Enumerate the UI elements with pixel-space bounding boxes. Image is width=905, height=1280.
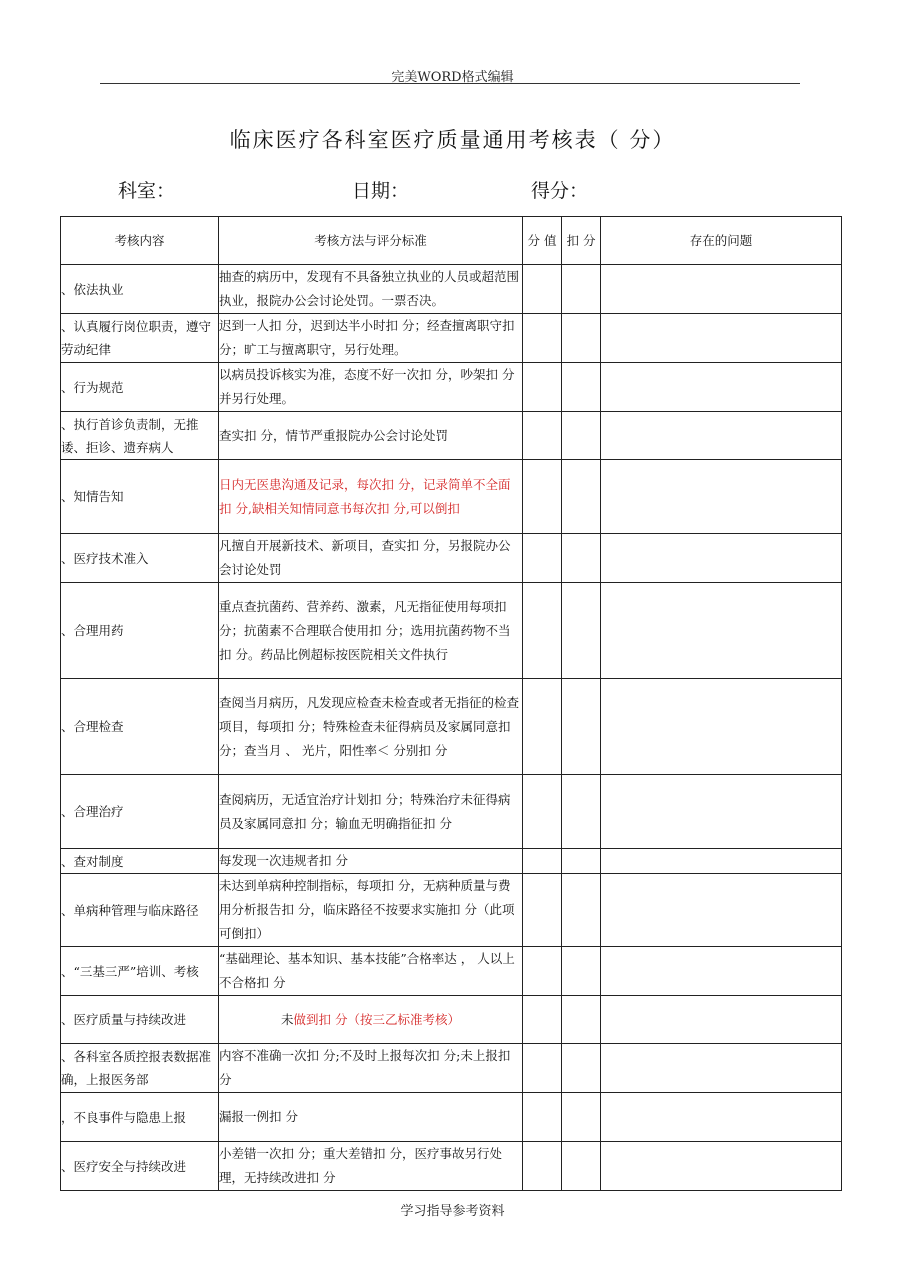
- deduct-cell[interactable]: [562, 947, 601, 996]
- problems-cell[interactable]: [601, 534, 842, 583]
- score-cell[interactable]: [523, 679, 562, 775]
- problems-cell[interactable]: [601, 265, 842, 314]
- row-method: 未达到单病种控制指标，每项扣 分，无病种质量与费用分析报告扣 分，临床路径不按要求实施扣 分（此项可倒扣）: [219, 874, 523, 947]
- score-cell[interactable]: [523, 1093, 562, 1142]
- deduct-cell[interactable]: [562, 412, 601, 460]
- header-deduct: 扣 分: [562, 217, 601, 265]
- row-item: 、合理检查: [61, 679, 219, 775]
- row-item: 、单病种管理与临床路径: [61, 874, 219, 947]
- score-cell[interactable]: [523, 996, 562, 1044]
- table-row: [61, 775, 842, 849]
- row-item: 、“三基三严”培训、考核: [61, 947, 219, 996]
- table-row: [61, 996, 842, 1044]
- method-prefix: 未: [281, 1011, 294, 1027]
- table-row: [61, 1093, 842, 1142]
- row-item: 、医疗质量与持续改进: [61, 996, 219, 1044]
- deduct-cell[interactable]: [562, 363, 601, 412]
- problems-cell[interactable]: [601, 849, 842, 874]
- problems-cell[interactable]: [601, 1142, 842, 1191]
- problems-cell[interactable]: [601, 679, 842, 775]
- page-footer: 学习指导参考资料: [400, 1204, 505, 1219]
- deduct-cell[interactable]: [562, 534, 601, 583]
- table-row: [61, 265, 842, 314]
- score-cell[interactable]: [523, 775, 562, 849]
- form-title: 临床医疗各科室医疗质量通用考核表（ 分）: [229, 128, 676, 152]
- problems-cell[interactable]: [601, 775, 842, 849]
- row-method: 日内无医患沟通及记录，每次扣 分，记录简单不全面扣 分,缺相关知情同意书每次扣 分,可以倒扣: [219, 460, 523, 534]
- problems-cell[interactable]: [601, 460, 842, 534]
- row-item: 、依法执业: [61, 265, 219, 314]
- table-row: [61, 412, 842, 460]
- row-method: [219, 996, 523, 1044]
- assessment-table: [60, 216, 842, 1191]
- score-cell[interactable]: [523, 314, 562, 363]
- row-item: 、执行首诊负责制，无推诿、拒诊、遗弃病人: [61, 412, 219, 460]
- problems-cell[interactable]: [601, 314, 842, 363]
- deduct-cell[interactable]: [562, 1093, 601, 1142]
- table-row: [61, 534, 842, 583]
- table-row: [61, 947, 842, 996]
- table-row: [61, 314, 842, 363]
- row-method: 查阅病历，无适宜治疗计划扣 分；特殊治疗未征得病员及家属同意扣 分；输血无明确指征扣 分: [219, 775, 523, 849]
- row-method: 查阅当月病历，凡发现应检查未检查或者无指征的检查项目，每项扣 分；特殊检查未征得病员及家属同意扣 分；查当月 、 光片，阳性率＜ 分别扣 分: [219, 679, 523, 775]
- deduct-cell[interactable]: [562, 996, 601, 1044]
- header-content: 考核内容: [61, 217, 219, 265]
- problems-cell[interactable]: [601, 1093, 842, 1142]
- row-method: “基础理论、基本知识、基本技能”合格率达 ， 人以上不合格扣 分: [219, 947, 523, 996]
- table-row: [61, 363, 842, 412]
- deduct-cell[interactable]: [562, 775, 601, 849]
- score-cell[interactable]: [523, 265, 562, 314]
- row-item: 、合理用药: [61, 583, 219, 679]
- score-cell[interactable]: [523, 1044, 562, 1093]
- row-item: 、行为规范: [61, 363, 219, 412]
- problems-cell[interactable]: [601, 996, 842, 1044]
- score-cell[interactable]: [523, 849, 562, 874]
- problems-cell[interactable]: [601, 363, 842, 412]
- table-row: [61, 460, 842, 534]
- row-method: 查实扣 分，情节严重报院办公会讨论处罚: [219, 412, 523, 460]
- deduct-cell[interactable]: [562, 1142, 601, 1191]
- score-cell[interactable]: [523, 534, 562, 583]
- row-item: 、查对制度: [61, 849, 219, 874]
- row-method: 迟到一人扣 分，迟到达半小时扣 分；经查擅离职守扣 分；旷工与擅离职守，另行处理。: [219, 314, 523, 363]
- row-method: 重点查抗菌药、营养药、激素，凡无指征使用每项扣 分；抗菌素不合理联合使用扣 分；选用抗菌药物不当扣 分。药品比例超标按医院相关文件执行: [219, 583, 523, 679]
- row-method: 凡擅自开展新技术、新项目，查实扣 分，另报院办公会讨论处罚: [219, 534, 523, 583]
- row-method: 内容不准确一次扣 分;不及时上报每次扣 分;未上报扣 分: [219, 1044, 523, 1093]
- row-item: 、认真履行岗位职责，遵守劳动纪律: [61, 314, 219, 363]
- row-method: 抽查的病历中，发现有不具备独立执业的人员或超范围执业，报院办公会讨论处罚。一票否决。: [219, 265, 523, 314]
- header-score: 分 值: [523, 217, 562, 265]
- score-cell[interactable]: [523, 1142, 562, 1191]
- deduct-cell[interactable]: [562, 265, 601, 314]
- table-row: [61, 874, 842, 947]
- score-cell[interactable]: [523, 363, 562, 412]
- problems-cell[interactable]: [601, 412, 842, 460]
- row-item: 、医疗安全与持续改进: [61, 1142, 219, 1191]
- problems-cell[interactable]: [601, 874, 842, 947]
- row-item: ，不良事件与隐患上报: [61, 1093, 219, 1142]
- deduct-cell[interactable]: [562, 874, 601, 947]
- problems-cell[interactable]: [601, 583, 842, 679]
- score-cell[interactable]: [523, 583, 562, 679]
- table-row: [61, 583, 842, 679]
- score-cell[interactable]: [523, 412, 562, 460]
- deduct-cell[interactable]: [562, 460, 601, 534]
- deduct-cell[interactable]: [562, 1044, 601, 1093]
- header-problems: 存在的问题: [601, 217, 842, 265]
- table-row: [61, 1044, 842, 1093]
- row-method: 每发现一次违规者扣 分: [219, 849, 523, 874]
- header-divider: [100, 83, 800, 84]
- row-item: 、各科室各质控报表数据准确，上报医务部: [61, 1044, 219, 1093]
- row-method: 漏报一例扣 分: [219, 1093, 523, 1142]
- deduct-cell[interactable]: [562, 314, 601, 363]
- table-header-row: [61, 217, 842, 265]
- row-item: 、医疗技术准入: [61, 534, 219, 583]
- table-row: [61, 849, 842, 874]
- row-method: 小差错一次扣 分；重大差错扣 分，医疗事故另行处理，无持续改进扣 分: [219, 1142, 523, 1191]
- score-label: 得分：: [531, 180, 589, 202]
- method-red-text: 做到扣 分（按三乙标准考核）: [293, 1011, 460, 1027]
- score-cell[interactable]: [523, 947, 562, 996]
- row-item: 、合理治疗: [61, 775, 219, 849]
- problems-cell[interactable]: [601, 1044, 842, 1093]
- score-cell[interactable]: [523, 874, 562, 947]
- page-header: 完美WORD格式编辑: [391, 70, 514, 85]
- header-method: 考核方法与评分标准: [219, 217, 523, 265]
- deduct-cell[interactable]: [562, 679, 601, 775]
- problems-cell[interactable]: [601, 947, 842, 996]
- deduct-cell[interactable]: [562, 583, 601, 679]
- row-item: 、知情告知: [61, 460, 219, 534]
- department-label: 科室：: [118, 180, 176, 202]
- date-label: 日期：: [352, 180, 410, 202]
- score-cell[interactable]: [523, 460, 562, 534]
- table-row: [61, 1142, 842, 1191]
- deduct-cell[interactable]: [562, 849, 601, 874]
- row-method: 以病员投诉核实为准，态度不好一次扣 分，吵架扣 分并另行处理。: [219, 363, 523, 412]
- table-row: [61, 679, 842, 775]
